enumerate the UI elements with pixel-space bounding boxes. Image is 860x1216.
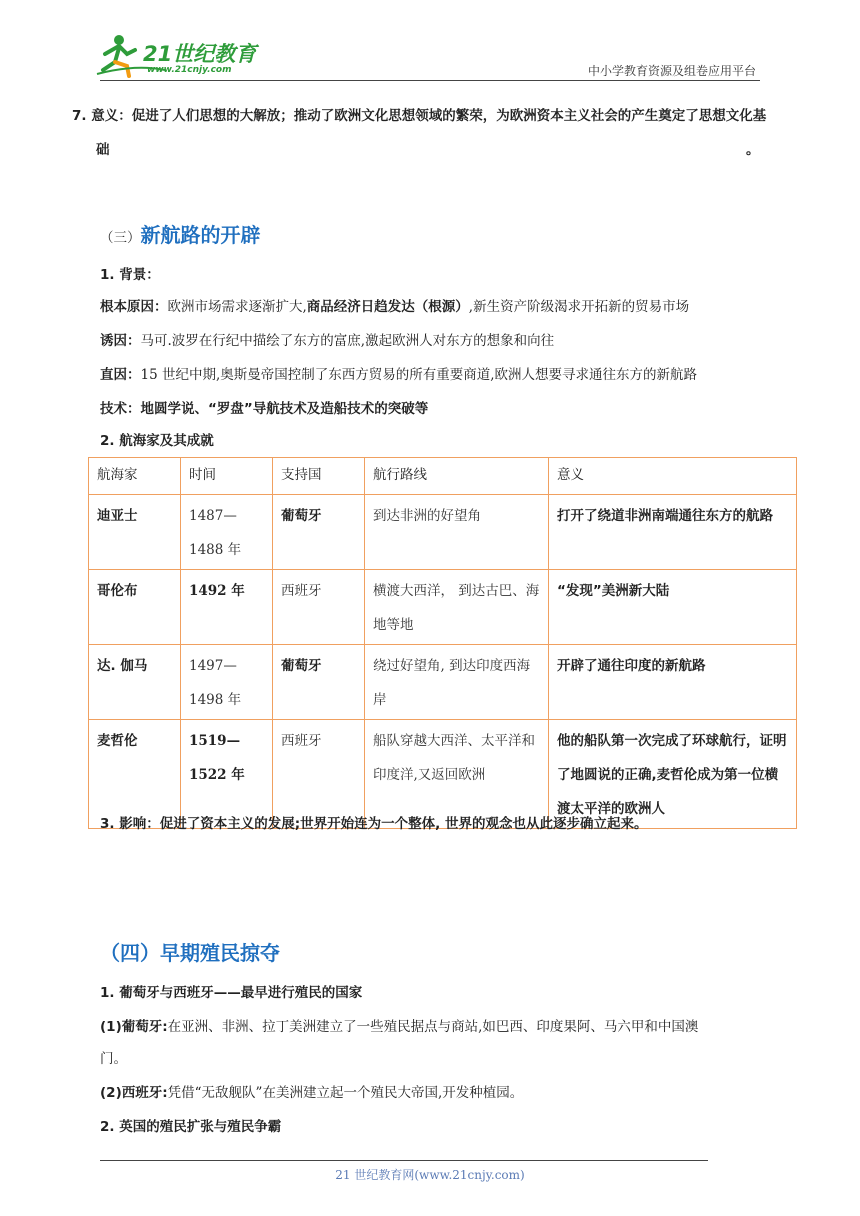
navigator-name: 麦哲伦 (89, 720, 181, 829)
sponsor-country: 葡萄牙 (273, 495, 365, 570)
navigator-name: 达. 伽马 (89, 645, 181, 720)
induce-label: 诱因： (100, 333, 141, 349)
voyage-meaning: “发现”美洲新大陆 (549, 570, 797, 645)
root-cause (100, 298, 689, 316)
table-header-row (89, 458, 797, 495)
section-3-title: 新航路的开辟 (140, 223, 261, 247)
voyage-meaning: 开辟了通往印度的新航路 (549, 645, 797, 720)
navigator-name: 迪亚士 (89, 495, 181, 570)
logo-text: 21世纪教育 (143, 42, 257, 66)
voyage-meaning: 打开了绕道非洲南端通往东方的航路 (549, 495, 797, 570)
table-row (89, 645, 797, 720)
direct-label: 直因： (100, 367, 141, 383)
item7-prefix: 7. 意义： (72, 108, 132, 124)
table-header-cell: 航行路线 (365, 458, 549, 495)
technology (100, 400, 428, 418)
section-3-num: （三） (100, 230, 141, 246)
item7-text-1: 促进了人们思想的大解放；推动了欧洲文化思想领域的繁荣，为欧洲资本主义社会的产生奠定了思想文化基 (131, 108, 767, 124)
table-header-cell: 航海家 (89, 458, 181, 495)
direct-cause (100, 366, 697, 384)
section-4-item1: 1. 葡萄牙与西班牙——最早进行殖民的国家 (100, 985, 363, 1001)
background-label: 1. 背景： (100, 267, 160, 283)
direct-text: 15 世纪中期,奥斯曼帝国控制了东西方贸易的所有重要商道,欧洲人想要寻求通往东方的新航路 (140, 367, 698, 383)
portugal-text: 在亚洲、非洲、拉丁美洲建立了一些殖民据点与商站,如巴西、印度果阿、马六甲和中国澳 (167, 1019, 699, 1035)
logo-url: www.21cnjy.com (147, 65, 232, 75)
voyage-route: 横渡大西洋， 到达古巴、海地等地 (365, 570, 549, 645)
navigators-label: 2. 航海家及其成就 (100, 433, 214, 449)
item7-line1 (72, 107, 766, 125)
item7-end: 。 (746, 142, 760, 158)
voyage-time: 1492 年 (181, 570, 273, 645)
section-4-title: （四）早期殖民掠夺 (100, 941, 280, 965)
table-header-cell: 时间 (181, 458, 273, 495)
voyage-time: 1519—1522 年 (181, 720, 273, 829)
table-row (89, 570, 797, 645)
voyage-route: 船队穿越大西洋、太平洋和印度洋,又返回欧洲 (365, 720, 549, 829)
sponsor-country: 西班牙 (273, 570, 365, 645)
spain-line (100, 1084, 523, 1102)
sponsor-country: 葡萄牙 (273, 645, 365, 720)
voyage-route: 绕过好望角, 到达印度西海岸 (365, 645, 549, 720)
sponsor-country: 西班牙 (273, 720, 365, 829)
tech-label: 技术： (100, 401, 141, 417)
induce-text: 马可.波罗在行纪中描绘了东方的富庶,激起欧洲人对东方的想象和向往 (140, 333, 555, 349)
footer-text: 21 世纪教育网(www.21cnjy.com) (335, 1168, 525, 1182)
section-4-item2: 2. 英国的殖民扩张与殖民争霸 (100, 1119, 282, 1135)
table-row (89, 495, 797, 570)
header-divider (100, 80, 760, 81)
navigator-name: 哥伦布 (89, 570, 181, 645)
platform-name: 中小学教育资源及组卷应用平台 (587, 64, 756, 78)
portugal-line2: 门。 (100, 1051, 127, 1067)
site-logo (95, 30, 265, 80)
table-header-cell: 意义 (549, 458, 797, 495)
portugal-label: (1)葡萄牙: (100, 1019, 168, 1035)
voyage-meaning: 他的船队第一次完成了环球航行，证明了地圆说的正确,麦哲伦成为第一位横渡太平洋的欧洲人 (549, 720, 797, 829)
voyage-time: 1487—1488 年 (181, 495, 273, 570)
tech-text: 地圆学说、“罗盘”导航技术及造船技术的突破等 (140, 401, 429, 417)
inducement (100, 332, 554, 350)
voyage-time: 1497—1498 年 (181, 645, 273, 720)
spain-text: 凭借“无敌舰队”在美洲建立起一个殖民大帝国,开发种植园。 (167, 1085, 524, 1101)
table-row (89, 720, 797, 829)
root-text-b: ,新生资产阶级渴求开拓新的贸易市场 (468, 299, 690, 315)
portugal-line (100, 1018, 698, 1036)
root-label: 根本原因： (100, 299, 168, 315)
footer-divider (100, 1160, 708, 1161)
navigators-table (88, 457, 797, 829)
impact-text: 3. 影响：促进了资本主义的发展;世界开始连为一个整体, 世界的观念也从此逐步确立起来。 (100, 816, 648, 832)
section-3-heading (100, 222, 261, 251)
root-text-bold: 商品经济日趋发达（根源） (306, 299, 469, 315)
voyage-route: 到达非洲的好望角 (365, 495, 549, 570)
item7-line2: 础 (96, 142, 110, 158)
table-header-cell: 支持国 (273, 458, 365, 495)
root-text-a: 欧洲市场需求逐渐扩大, (167, 299, 307, 315)
spain-label: (2)西班牙: (100, 1085, 168, 1101)
